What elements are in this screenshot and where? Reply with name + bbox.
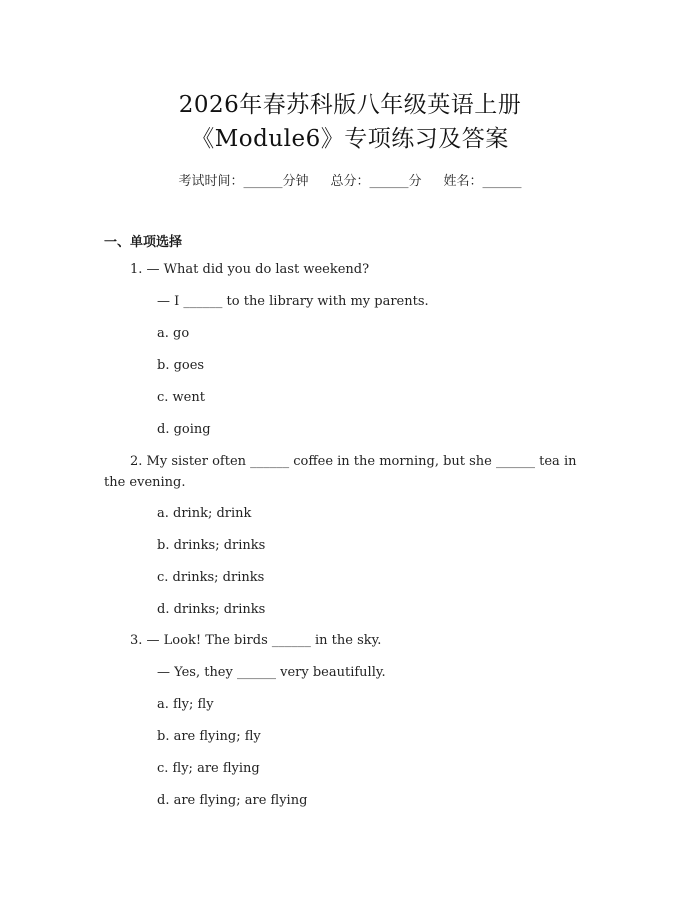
question-2-option-b: b. drinks; drinks — [157, 538, 266, 553]
question-3-response: — Yes, they ______ very beautifully. — [157, 665, 386, 680]
question-1-stem: 1. — What did you do last weekend? — [130, 262, 370, 277]
total-score-field: 总分：______分 — [330, 174, 422, 189]
document-title-line2: 《Module6》专项练习及答案 — [191, 126, 509, 152]
question-3-option-c: c. fly; are flying — [157, 761, 260, 776]
section-heading: 一、单项选择 — [104, 235, 183, 250]
question-1-response: — I ______ to the library with my parents. — [157, 294, 429, 309]
question-2-stem: 2. My sister often ______ coffee in the morning, but she ______ tea in the evening. — [104, 454, 577, 490]
question-1-option-a: a. go — [157, 326, 190, 341]
question-1-option-b: b. goes — [157, 358, 205, 373]
question-3-option-a: a. fly; fly — [157, 697, 214, 712]
question-1-option-d: d. going — [157, 422, 211, 437]
question-2-option-a: a. drink; drink — [157, 506, 252, 521]
exam-info-row — [0, 170, 700, 189]
question-2-option-d: d. drinks; drinks — [157, 602, 266, 617]
question-3-stem: 3. — Look! The birds ______ in the sky. — [130, 633, 382, 648]
question-3-option-b: b. are flying; fly — [157, 729, 261, 744]
question-2-option-c: c. drinks; drinks — [157, 570, 265, 585]
question-3-option-d: d. are flying; are flying — [157, 793, 308, 808]
exam-time-field: 考试时间：______分钟 — [178, 174, 309, 189]
student-name-field: 姓名：______ — [443, 174, 522, 189]
question-1-option-c: c. went — [157, 390, 205, 405]
document-title-line1: 2026年春苏科版八年级英语上册 — [178, 92, 522, 118]
